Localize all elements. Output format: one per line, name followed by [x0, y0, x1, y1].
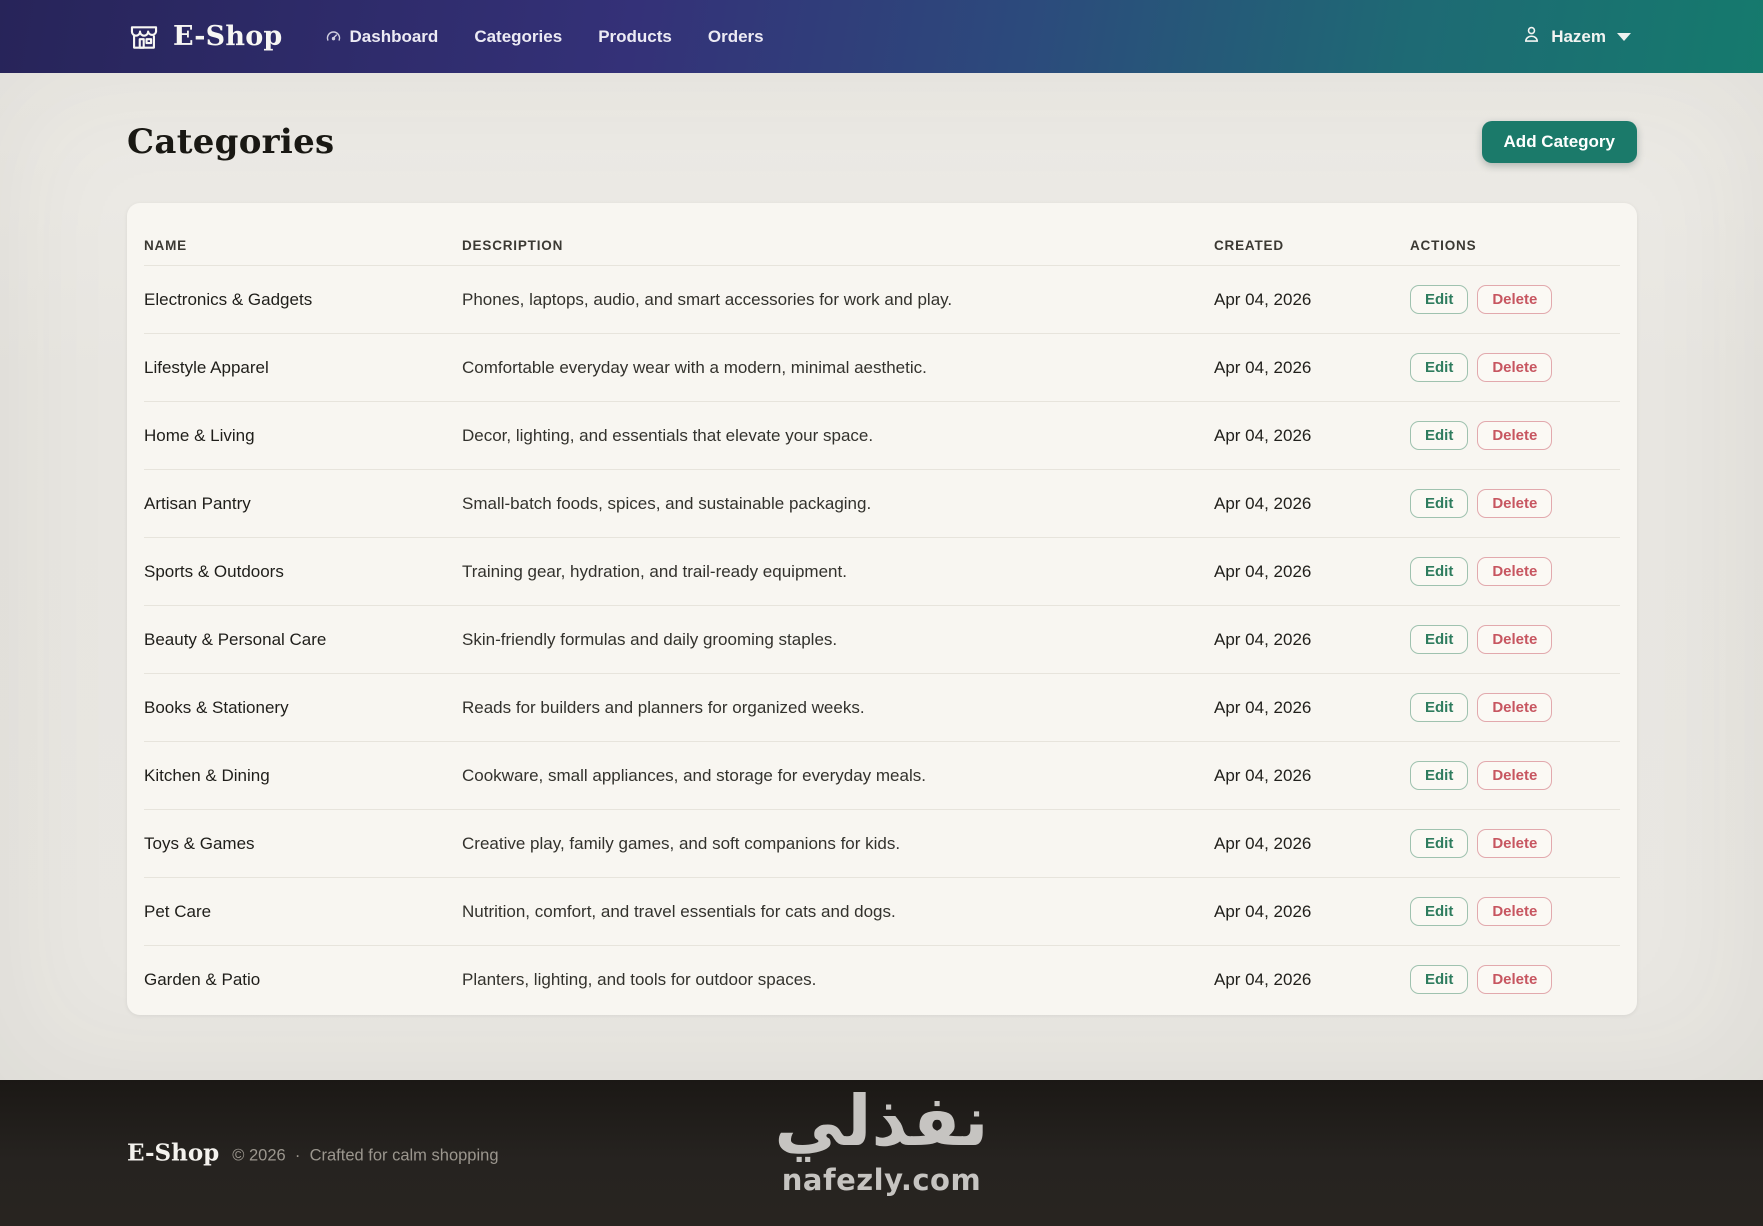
main-content — [0, 73, 1763, 1080]
page-footer — [0, 1080, 1763, 1226]
user-menu[interactable] — [1521, 24, 1631, 50]
category-name: Pet Care — [144, 901, 212, 921]
table-header-row — [144, 225, 1620, 265]
category-description: Cookware, small appliances, and storage for everyday meals. — [462, 765, 926, 785]
chevron-down-icon — [1617, 33, 1631, 41]
category-description: Creative play, family games, and soft companions for kids. — [462, 833, 901, 853]
table-row — [144, 741, 1620, 809]
category-created-date: Apr 04, 2026 — [1214, 833, 1312, 853]
table-row — [144, 401, 1620, 469]
category-created-date: Apr 04, 2026 — [1214, 561, 1312, 581]
row-actions — [1410, 421, 1620, 450]
delete-button[interactable]: Delete — [1477, 693, 1552, 722]
edit-button[interactable]: Edit — [1410, 557, 1468, 586]
delete-button[interactable]: Delete — [1477, 761, 1552, 790]
nav-item-orders[interactable] — [708, 27, 764, 47]
storefront-icon — [127, 20, 161, 54]
row-actions — [1410, 897, 1620, 926]
category-name: Garden & Patio — [144, 969, 261, 989]
edit-button[interactable]: Edit — [1410, 625, 1468, 654]
edit-button[interactable]: Edit — [1410, 353, 1468, 382]
category-created-date: Apr 04, 2026 — [1214, 425, 1312, 445]
watermark-arabic-logo: نفذلي — [774, 1080, 989, 1162]
delete-button[interactable]: Delete — [1477, 285, 1552, 314]
main-nav — [325, 27, 764, 47]
table-row — [144, 673, 1620, 741]
delete-button[interactable]: Delete — [1477, 965, 1552, 994]
row-actions — [1410, 625, 1620, 654]
category-description: Reads for builders and planners for organized weeks. — [462, 697, 865, 717]
edit-button[interactable]: Edit — [1410, 761, 1468, 790]
category-description: Decor, lighting, and essentials that elevate your space. — [462, 425, 874, 445]
top-navbar — [0, 0, 1763, 73]
category-name: Beauty & Personal Care — [144, 629, 327, 649]
edit-button[interactable]: Edit — [1410, 489, 1468, 518]
row-actions — [1410, 353, 1620, 382]
nav-label: Orders — [707, 26, 764, 46]
table-row — [144, 877, 1620, 945]
category-created-date: Apr 04, 2026 — [1214, 357, 1312, 377]
row-actions — [1410, 761, 1620, 790]
nav-item-dashboard[interactable] — [325, 27, 439, 47]
nav-label: Categories — [474, 26, 563, 46]
delete-button[interactable]: Delete — [1477, 353, 1552, 382]
category-name: Artisan Pantry — [144, 493, 251, 513]
edit-button[interactable]: Edit — [1410, 897, 1468, 926]
edit-button[interactable]: Edit — [1410, 693, 1468, 722]
delete-button[interactable]: Delete — [1477, 625, 1552, 654]
watermark — [774, 1080, 989, 1197]
add-category-button[interactable]: Add Category — [1482, 121, 1637, 163]
category-created-date: Apr 04, 2026 — [1214, 493, 1312, 513]
edit-button[interactable]: Edit — [1410, 965, 1468, 994]
user-icon — [1521, 24, 1542, 50]
category-created-date: Apr 04, 2026 — [1214, 289, 1312, 309]
gauge-icon — [325, 28, 342, 45]
delete-button[interactable]: Delete — [1477, 897, 1552, 926]
table-body — [144, 265, 1620, 1013]
delete-button[interactable]: Delete — [1477, 829, 1552, 858]
nav-item-products[interactable] — [598, 27, 672, 47]
nav-label: Products — [598, 26, 672, 46]
category-created-date: Apr 04, 2026 — [1214, 969, 1312, 989]
footer-brand: E-Shop — [127, 1139, 220, 1167]
table-row — [144, 469, 1620, 537]
watermark-domain: nafezly.com — [781, 1163, 982, 1197]
category-name: Electronics & Gadgets — [144, 289, 313, 309]
category-created-date: Apr 04, 2026 — [1214, 629, 1312, 649]
category-description: Training gear, hydration, and trail-ready equipment. — [462, 561, 847, 581]
row-actions — [1410, 285, 1620, 314]
column-header-created: CREATED — [1214, 237, 1284, 253]
row-actions — [1410, 557, 1620, 586]
edit-button[interactable]: Edit — [1410, 829, 1468, 858]
brand-logo[interactable] — [127, 20, 283, 54]
table-row — [144, 265, 1620, 333]
table-row — [144, 945, 1620, 1013]
category-name: Toys & Games — [144, 833, 255, 853]
category-description: Skin-friendly formulas and daily grooming staples. — [462, 629, 838, 649]
column-header-name: NAME — [144, 237, 187, 253]
category-description: Small-batch foods, spices, and sustainable packaging. — [462, 493, 872, 513]
delete-button[interactable]: Delete — [1477, 557, 1552, 586]
categories-table — [127, 203, 1637, 1015]
page-title: Categories — [127, 122, 335, 162]
table-row — [144, 809, 1620, 877]
row-actions — [1410, 693, 1620, 722]
category-description: Planters, lighting, and tools for outdoor spaces. — [462, 969, 817, 989]
category-name: Lifestyle Apparel — [144, 357, 269, 377]
category-name: Home & Living — [144, 425, 255, 445]
footer-copyright: © 2026 · Crafted for calm shopping — [232, 1146, 499, 1165]
category-name: Kitchen & Dining — [144, 765, 270, 785]
category-created-date: Apr 04, 2026 — [1214, 765, 1312, 785]
column-header-actions: ACTIONS — [1410, 237, 1477, 253]
delete-button[interactable]: Delete — [1477, 421, 1552, 450]
row-actions — [1410, 965, 1620, 994]
edit-button[interactable]: Edit — [1410, 421, 1468, 450]
row-actions — [1410, 829, 1620, 858]
table-row — [144, 333, 1620, 401]
brand-name: E-Shop — [173, 21, 283, 52]
edit-button[interactable]: Edit — [1410, 285, 1468, 314]
category-description: Comfortable everyday wear with a modern, minimal aesthetic. — [462, 357, 927, 377]
category-description: Nutrition, comfort, and travel essentials for cats and dogs. — [462, 901, 896, 921]
row-actions — [1410, 489, 1620, 518]
nav-label: Dashboard — [349, 26, 439, 46]
category-description: Phones, laptops, audio, and smart accessories for work and play. — [462, 289, 953, 309]
category-name: Books & Stationery — [144, 697, 289, 717]
column-header-description: DESCRIPTION — [462, 237, 564, 253]
category-created-date: Apr 04, 2026 — [1214, 697, 1312, 717]
user-name: Hazem — [1551, 26, 1606, 46]
table-row — [144, 537, 1620, 605]
category-name: Sports & Outdoors — [144, 561, 284, 581]
category-created-date: Apr 04, 2026 — [1214, 901, 1312, 921]
nav-item-categories[interactable] — [474, 27, 562, 47]
delete-button[interactable]: Delete — [1477, 489, 1552, 518]
table-row — [144, 605, 1620, 673]
